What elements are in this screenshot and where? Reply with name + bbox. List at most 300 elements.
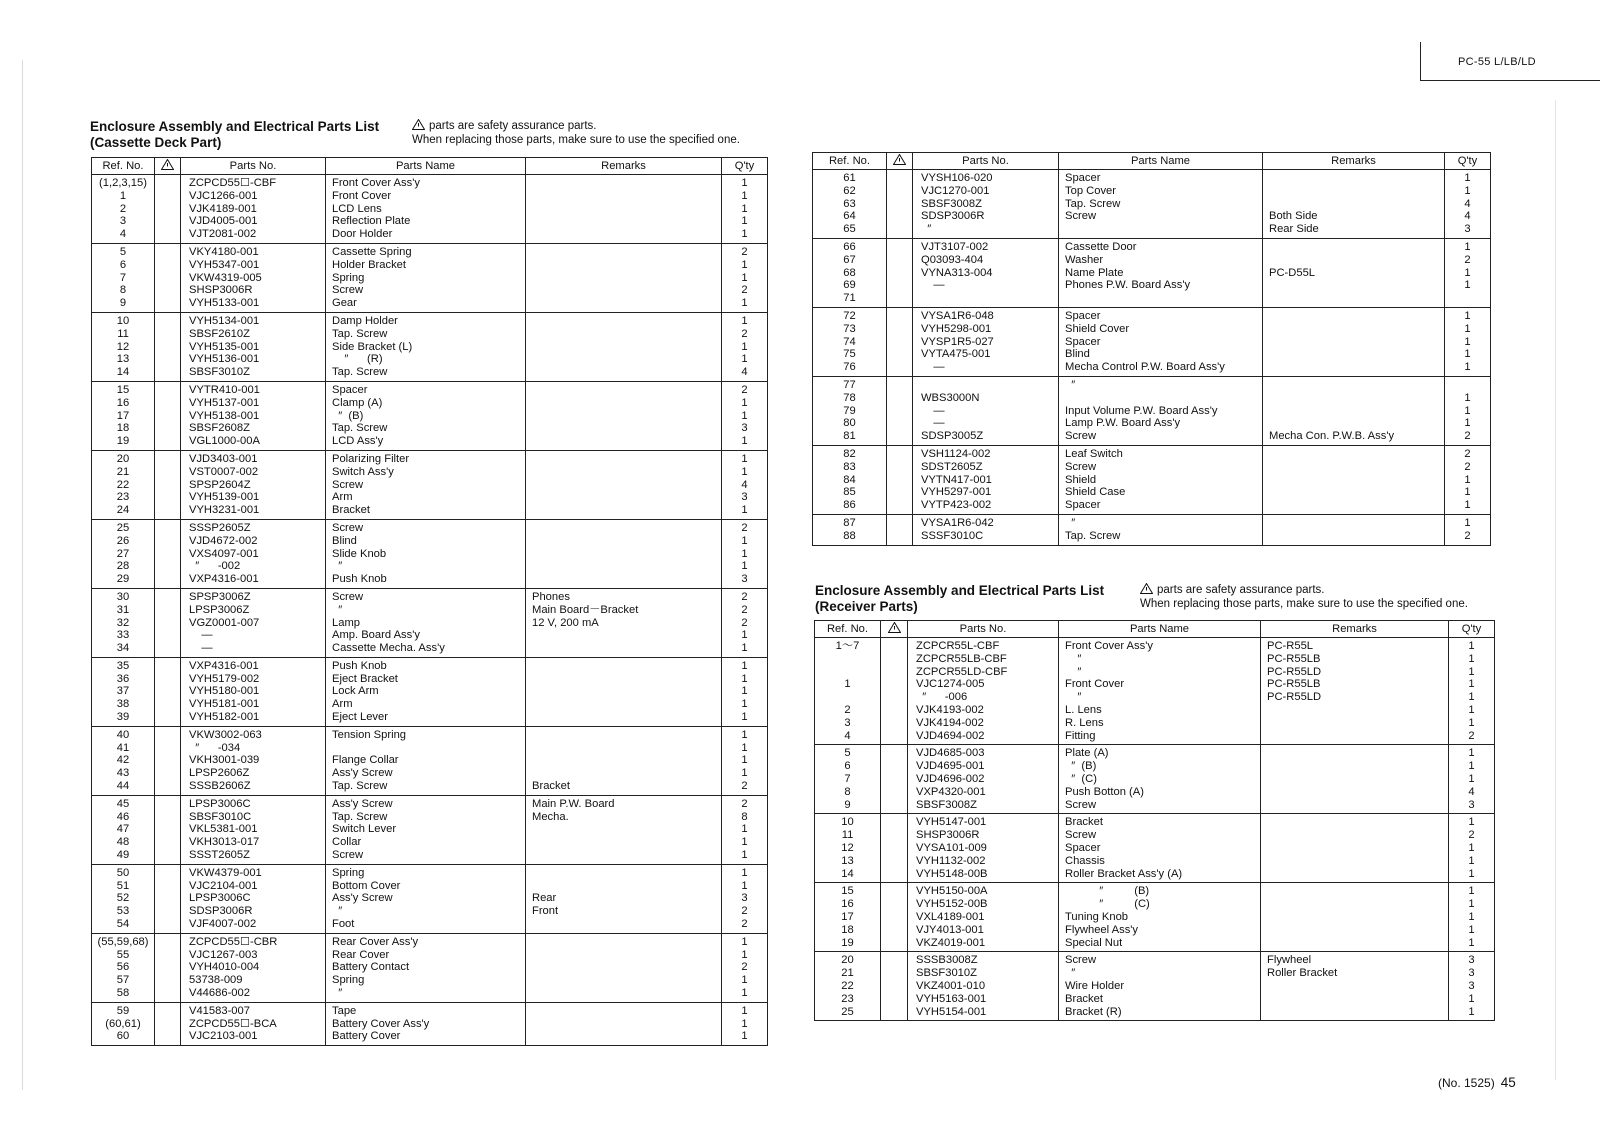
cell-line: 1	[1464, 335, 1471, 348]
cell-line	[532, 384, 718, 397]
safety-mark-cell	[887, 307, 913, 376]
cell-line: Flange Collar	[332, 754, 399, 767]
parts-name-cell	[326, 795, 526, 864]
cell-line: SHSP3006R	[916, 829, 980, 842]
cell-line: Rear Cover Ass'y	[332, 935, 419, 948]
cassette-title-line1: Enclosure Assembly and Electrical Parts List	[90, 119, 380, 134]
parts-no-cell	[913, 307, 1059, 376]
cell-line: 1	[1464, 322, 1471, 335]
cell-line: VJF4007-002	[189, 918, 257, 931]
cell-line: LCD Lens	[332, 202, 382, 215]
cell-line: Screw	[332, 478, 364, 491]
ref-no-cell	[815, 883, 881, 952]
ref-no-cell	[815, 814, 881, 883]
cell-line: 33	[116, 629, 130, 642]
cell-line: 39	[116, 711, 130, 724]
parts-name-cell	[326, 933, 526, 1002]
cell-line: 63	[843, 197, 856, 210]
cell-line	[1267, 704, 1445, 717]
cell-line: 13	[841, 854, 854, 867]
cell-line: ZCPCD55☐-CBR	[189, 935, 278, 948]
cell-line: VJD4672-002	[189, 534, 258, 547]
parts-no-cell	[908, 883, 1059, 952]
cell-line: ″ (C)	[1065, 772, 1097, 785]
cell-line: 1	[1464, 516, 1471, 529]
cell-line	[532, 435, 718, 448]
cell-line: 1	[741, 741, 748, 754]
cell-line: VYH4010-004	[189, 961, 260, 974]
cell-line: 83	[843, 460, 856, 473]
cell-line: Washer	[1065, 253, 1104, 266]
cell-line: Holder Bracket	[332, 258, 406, 271]
parts-name-cell	[326, 312, 526, 381]
cell-line: 48	[116, 836, 130, 849]
cell-line: VJD3403-001	[189, 452, 258, 465]
remarks-cell	[1261, 745, 1449, 814]
cell-line	[532, 974, 718, 987]
cell-line: 6	[844, 760, 851, 773]
remarks-cell	[526, 450, 722, 519]
cell-line: SBSF3010C	[189, 810, 252, 823]
cell-line: Rear Cover	[332, 948, 390, 961]
cell-line: Shield Cover	[1065, 322, 1130, 335]
table-row-group	[813, 376, 1491, 445]
table-header-row	[92, 158, 768, 175]
cell-line: SDSP3006R	[189, 905, 253, 918]
qty-cell	[1445, 238, 1491, 307]
cell-line	[1269, 448, 1441, 461]
cell-line	[532, 698, 718, 711]
cell-line	[1269, 254, 1441, 267]
cell-line: 1	[741, 534, 748, 547]
cell-line: Bracket	[332, 504, 370, 517]
cell-line: VYH3231-001	[189, 504, 260, 517]
cell-line: 85	[843, 486, 856, 499]
cell-line: 29	[116, 573, 130, 586]
cell-line: LPSP3006C	[189, 797, 251, 810]
parts-name-cell	[326, 726, 526, 795]
parts-name-cell	[326, 519, 526, 588]
parts-no-cell	[913, 238, 1059, 307]
cell-line	[1269, 292, 1441, 305]
page-footer	[1438, 1075, 1516, 1090]
remarks-cell	[526, 519, 722, 588]
cell-line: 50	[116, 866, 130, 879]
cell-line	[1269, 486, 1441, 499]
cell-line: 1	[741, 935, 748, 948]
parts-no-cell	[913, 376, 1059, 445]
column-header-ref-no: Ref. No.	[813, 153, 887, 170]
cell-line: Battery Contact	[332, 961, 410, 974]
cell-line: Screw	[332, 849, 364, 862]
cell-line: VYH5148-00B	[916, 867, 988, 880]
cell-line: Front Cover	[332, 189, 392, 202]
cell-line: Tap. Screw	[332, 422, 388, 435]
cell-line: Rear	[532, 892, 557, 905]
cell-line: Eject Lever	[332, 711, 388, 724]
cell-line: 1	[1468, 652, 1475, 665]
cell-line: 2	[1464, 529, 1471, 542]
cell-line: VYH5297-001	[921, 486, 992, 499]
column-header-parts-name: Parts Name	[1059, 153, 1263, 170]
cell-line: 80	[843, 417, 856, 430]
cell-line: ″ (B)	[1065, 885, 1150, 898]
cell-line: 2	[1464, 447, 1471, 460]
cell-line: Ass'y Screw	[332, 797, 393, 810]
cell-line: 54	[116, 918, 130, 931]
cell-line: 7	[119, 271, 127, 284]
cell-line	[532, 259, 718, 272]
remarks-cell	[1261, 638, 1449, 745]
cell-line: 30	[116, 590, 130, 603]
cell-line: 87	[843, 516, 856, 529]
cell-line: 1	[1468, 747, 1475, 760]
cell-line: SDST2605Z	[921, 460, 983, 473]
doc-number: (No. 1525)	[1438, 1076, 1495, 1090]
parts-no-cell	[181, 864, 326, 933]
cell-line: Tension Spring	[332, 728, 407, 741]
cell-line: 1	[1468, 816, 1475, 829]
cell-line: Q03093-404	[921, 253, 984, 266]
parts-name-cell	[1059, 638, 1261, 745]
cell-line	[1267, 799, 1445, 812]
cell-line: 57	[116, 974, 130, 987]
table-row-group	[815, 952, 1495, 1021]
table-row-group	[813, 307, 1491, 376]
cell-line: 1	[741, 353, 748, 366]
cell-line: 1	[1468, 992, 1475, 1005]
cell-line: Polarizing Filter	[332, 452, 410, 465]
cell-line: VYH5139-001	[189, 491, 260, 504]
cell-line: Lock Arm	[332, 685, 379, 698]
cell-line: Mecha Control P.W. Board Ass'y	[1065, 361, 1225, 374]
cell-line: LPSP3006Z	[189, 603, 250, 616]
cell-line: 2	[741, 780, 748, 793]
cell-line: 1	[741, 823, 748, 836]
cell-line: 1	[741, 297, 748, 310]
cell-line: Switch Lever	[332, 823, 397, 836]
cell-line: Phones	[532, 590, 570, 603]
cell-line	[532, 961, 718, 974]
safety-note-line1: parts are safety assurance parts.	[429, 120, 597, 132]
cell-line: SBSF2610Z	[189, 327, 250, 340]
cell-line: SSSB2606Z	[189, 780, 251, 793]
remarks-cell	[526, 864, 722, 933]
cell-line: 75	[843, 348, 856, 361]
cell-line: Tuning Knob	[1065, 910, 1129, 923]
cassette-parts-table-continued	[812, 152, 1491, 546]
cell-line: 2	[119, 202, 127, 215]
cell-line	[532, 823, 718, 836]
cell-line: 35	[116, 659, 130, 672]
cell-line: 16	[116, 396, 130, 409]
cell-line: VKY4180-001	[189, 245, 259, 258]
cell-line	[532, 849, 718, 862]
cell-line	[1267, 993, 1445, 1006]
cell-line: Bracket (R)	[1065, 1005, 1122, 1018]
cell-line: VYH5181-001	[189, 698, 260, 711]
cell-line: 1	[1464, 172, 1471, 184]
cell-line	[1269, 172, 1441, 185]
cell-line: 1	[741, 866, 748, 879]
cell-line: 1	[741, 849, 748, 862]
cell-line	[818, 666, 877, 679]
cell-line: 45	[116, 797, 130, 810]
cell-line: 3	[741, 491, 748, 504]
table-row-group	[92, 312, 768, 381]
cell-line: Flywheel	[1267, 954, 1312, 967]
cell-line	[1269, 405, 1441, 418]
cell-line: 1	[741, 672, 748, 685]
cell-line: VYH5179-002	[189, 672, 260, 685]
remarks-cell	[526, 795, 722, 864]
cell-line: 1	[741, 728, 748, 741]
column-header-remarks: Remarks	[1263, 153, 1445, 170]
safety-mark-cell	[155, 519, 181, 588]
cell-line: 25	[841, 1005, 854, 1018]
safety-mark-cell	[881, 883, 908, 952]
remarks-cell	[1263, 514, 1445, 545]
cell-line: 1	[741, 754, 748, 767]
cell-line: 11	[841, 829, 854, 842]
cell-line: 19	[116, 435, 130, 448]
cell-line	[532, 685, 718, 698]
cassette-title-line2: (Cassette Deck Part)	[90, 135, 222, 150]
cell-line: 38	[116, 698, 130, 711]
cell-line	[532, 867, 718, 880]
parts-no-cell	[181, 381, 326, 450]
cell-line: 1	[1468, 760, 1475, 773]
parts-name-cell	[1059, 745, 1261, 814]
cell-line	[532, 422, 718, 435]
cell-line: 2	[741, 918, 748, 931]
cell-line	[1269, 198, 1441, 211]
cell-line: 1	[741, 547, 748, 560]
cell-line: 37	[116, 685, 130, 698]
receiver-parts-table	[814, 620, 1495, 1021]
qty-cell	[722, 1002, 768, 1045]
cell-line: ″	[1065, 652, 1082, 665]
cell-line	[1267, 747, 1445, 760]
cell-line: 1	[741, 836, 748, 849]
qty-cell	[722, 519, 768, 588]
cell-line: 47	[116, 823, 130, 836]
cell-line: Spacer	[1065, 841, 1101, 854]
cell-line: 17	[116, 409, 130, 422]
cell-line: Collar	[332, 836, 362, 849]
qty-cell	[722, 312, 768, 381]
cell-line	[532, 987, 718, 1000]
cell-line: 40	[116, 728, 130, 741]
cell-line	[532, 315, 718, 328]
cell-line: 19	[841, 936, 854, 949]
cell-line	[1267, 980, 1445, 993]
cell-line: 69	[843, 279, 856, 292]
cell-line: 1	[844, 678, 851, 691]
cell-line: Chassis	[1065, 854, 1105, 867]
cell-line: 3	[741, 422, 748, 435]
cell-line: L. Lens	[1065, 703, 1102, 716]
safety-mark-cell	[887, 170, 913, 239]
cell-line	[532, 522, 718, 535]
cell-line: WBS3000N	[921, 391, 980, 404]
cell-line	[532, 246, 718, 259]
cell-line	[532, 535, 718, 548]
cell-line: Gear	[332, 297, 357, 310]
column-header-remarks: Remarks	[1261, 621, 1449, 638]
cell-line: 4	[1464, 210, 1471, 223]
cell-line: 1	[1464, 348, 1471, 361]
cell-line: 3	[844, 716, 851, 729]
parts-name-cell	[326, 243, 526, 312]
cell-line: ″	[332, 603, 343, 616]
cell-line: VYH5135-001	[189, 340, 260, 353]
cell-line: Tap. Screw	[1065, 529, 1121, 542]
cell-line: SBSF3010Z	[916, 967, 977, 980]
cell-line	[1267, 1006, 1445, 1019]
cell-line: ZCPCR55L-CBF	[916, 640, 1000, 652]
cell-line: VXP4316-001	[189, 659, 259, 672]
cell-line: —	[921, 404, 945, 417]
cell-line: Mecha.	[532, 810, 569, 823]
column-header-qty: Q'ty	[1449, 621, 1495, 638]
cell-line: 2	[741, 284, 748, 297]
cell-line	[1448, 292, 1487, 305]
cell-line: 1	[1468, 910, 1475, 923]
parts-name-cell	[326, 1002, 526, 1045]
qty-cell	[722, 933, 768, 1002]
remarks-cell	[1263, 376, 1445, 445]
cell-line	[1267, 885, 1445, 898]
cell-line: 1	[1464, 309, 1471, 322]
qty-cell	[722, 657, 768, 726]
cell-line: VYH5163-001	[916, 992, 987, 1005]
cell-line: SBSF3008Z	[921, 197, 982, 210]
cell-line: 26	[116, 534, 130, 547]
cell-line: Phones P.W. Board Ass'y	[1065, 279, 1191, 292]
parts-name-cell	[1059, 883, 1261, 952]
cell-line	[1269, 361, 1441, 374]
cell-line: Cassette Door	[1065, 240, 1137, 253]
cell-line: 1	[741, 435, 748, 448]
cell-line: SHSP3006R	[189, 284, 253, 297]
safety-mark-cell	[155, 726, 181, 795]
table-row-group	[92, 175, 768, 244]
cell-line	[532, 548, 718, 561]
qty-cell	[722, 450, 768, 519]
cell-line	[1065, 223, 1259, 236]
cell-line: 21	[841, 967, 854, 980]
cell-line: 20	[841, 954, 854, 967]
cell-line	[1269, 348, 1441, 361]
remarks-cell	[1263, 307, 1445, 376]
cell-line: 34	[116, 642, 130, 655]
cell-line: SPSP3006Z	[189, 590, 251, 603]
cell-line: 3	[1468, 798, 1475, 811]
column-header-parts-no: Parts No.	[181, 158, 326, 175]
cell-line: Roller Bracket	[1267, 967, 1338, 980]
cell-line: ″	[1065, 516, 1076, 529]
cell-line: VYTP423-002	[921, 499, 992, 512]
qty-cell	[1445, 445, 1491, 514]
cell-line: VKH3013-017	[189, 836, 260, 849]
ref-no-cell	[92, 1002, 155, 1045]
qty-cell	[1449, 745, 1495, 814]
cell-line: 17	[841, 910, 854, 923]
cell-line: 1	[1468, 678, 1475, 691]
cell-line: SBSF3008Z	[916, 798, 977, 811]
column-header-ref-no: Ref. No.	[92, 158, 155, 175]
cell-line: VKW4319-005	[189, 271, 262, 284]
warning-triangle-icon	[412, 119, 425, 130]
cell-line: VJT2081-002	[189, 228, 257, 241]
cell-line: VJC2103-001	[189, 1030, 258, 1043]
parts-no-cell	[908, 745, 1059, 814]
cell-line: VJD4695-001	[916, 760, 985, 773]
parts-no-cell	[181, 795, 326, 864]
cell-line: 52	[116, 892, 130, 905]
table-row-group	[815, 638, 1495, 745]
cell-line: 1	[1464, 184, 1471, 197]
cell-line: Rear Side	[1269, 223, 1319, 236]
cell-line: VYH5152-00B	[916, 898, 988, 911]
cell-line	[1269, 279, 1441, 292]
cell-line: VYSA1R6-042	[921, 516, 994, 529]
safety-mark-cell	[155, 864, 181, 933]
cell-line: 3	[741, 573, 748, 586]
cell-line: Screw	[1065, 460, 1097, 473]
cell-line: Tap. Screw	[332, 810, 388, 823]
cell-line: 36	[116, 672, 130, 685]
cell-line: 2	[741, 961, 748, 974]
cell-line: 2	[1468, 729, 1475, 742]
ref-no-cell	[92, 864, 155, 933]
cell-line	[532, 479, 718, 492]
cell-line: 1	[119, 189, 127, 202]
cell-line	[532, 297, 718, 310]
table-row-group	[815, 814, 1495, 883]
cell-line	[1269, 417, 1441, 430]
parts-name-cell	[1059, 814, 1261, 883]
cell-line	[1269, 461, 1441, 474]
cell-line: 1	[741, 767, 748, 780]
cell-line: 1	[741, 258, 748, 271]
cell-line: 4	[1464, 197, 1471, 210]
cell-line	[921, 379, 1055, 392]
cell-line: 8	[119, 284, 127, 297]
safety-mark-cell	[155, 795, 181, 864]
cell-line: ″	[332, 987, 343, 1000]
ref-no-cell	[815, 638, 881, 745]
cell-line: 1	[1468, 841, 1475, 854]
table-row-group	[92, 864, 768, 933]
cassette-title	[90, 119, 379, 151]
cell-line: Leaf Switch	[1065, 447, 1123, 460]
cell-line: Tap. Screw	[332, 327, 388, 340]
parts-no-cell	[181, 933, 326, 1002]
cell-line: SDSP3006R	[921, 210, 985, 223]
parts-no-cell	[181, 175, 326, 244]
cell-line	[532, 642, 718, 655]
cell-line: 2	[741, 383, 748, 396]
cell-line: Flywheel Ass'y	[1065, 923, 1139, 936]
receiver-title-line2: (Receiver Parts)	[815, 599, 918, 614]
remarks-cell	[526, 175, 722, 244]
parts-name-cell	[1059, 376, 1263, 445]
cell-line: 25	[116, 521, 130, 534]
cell-line: 64	[843, 210, 856, 223]
table-row-group	[92, 795, 768, 864]
